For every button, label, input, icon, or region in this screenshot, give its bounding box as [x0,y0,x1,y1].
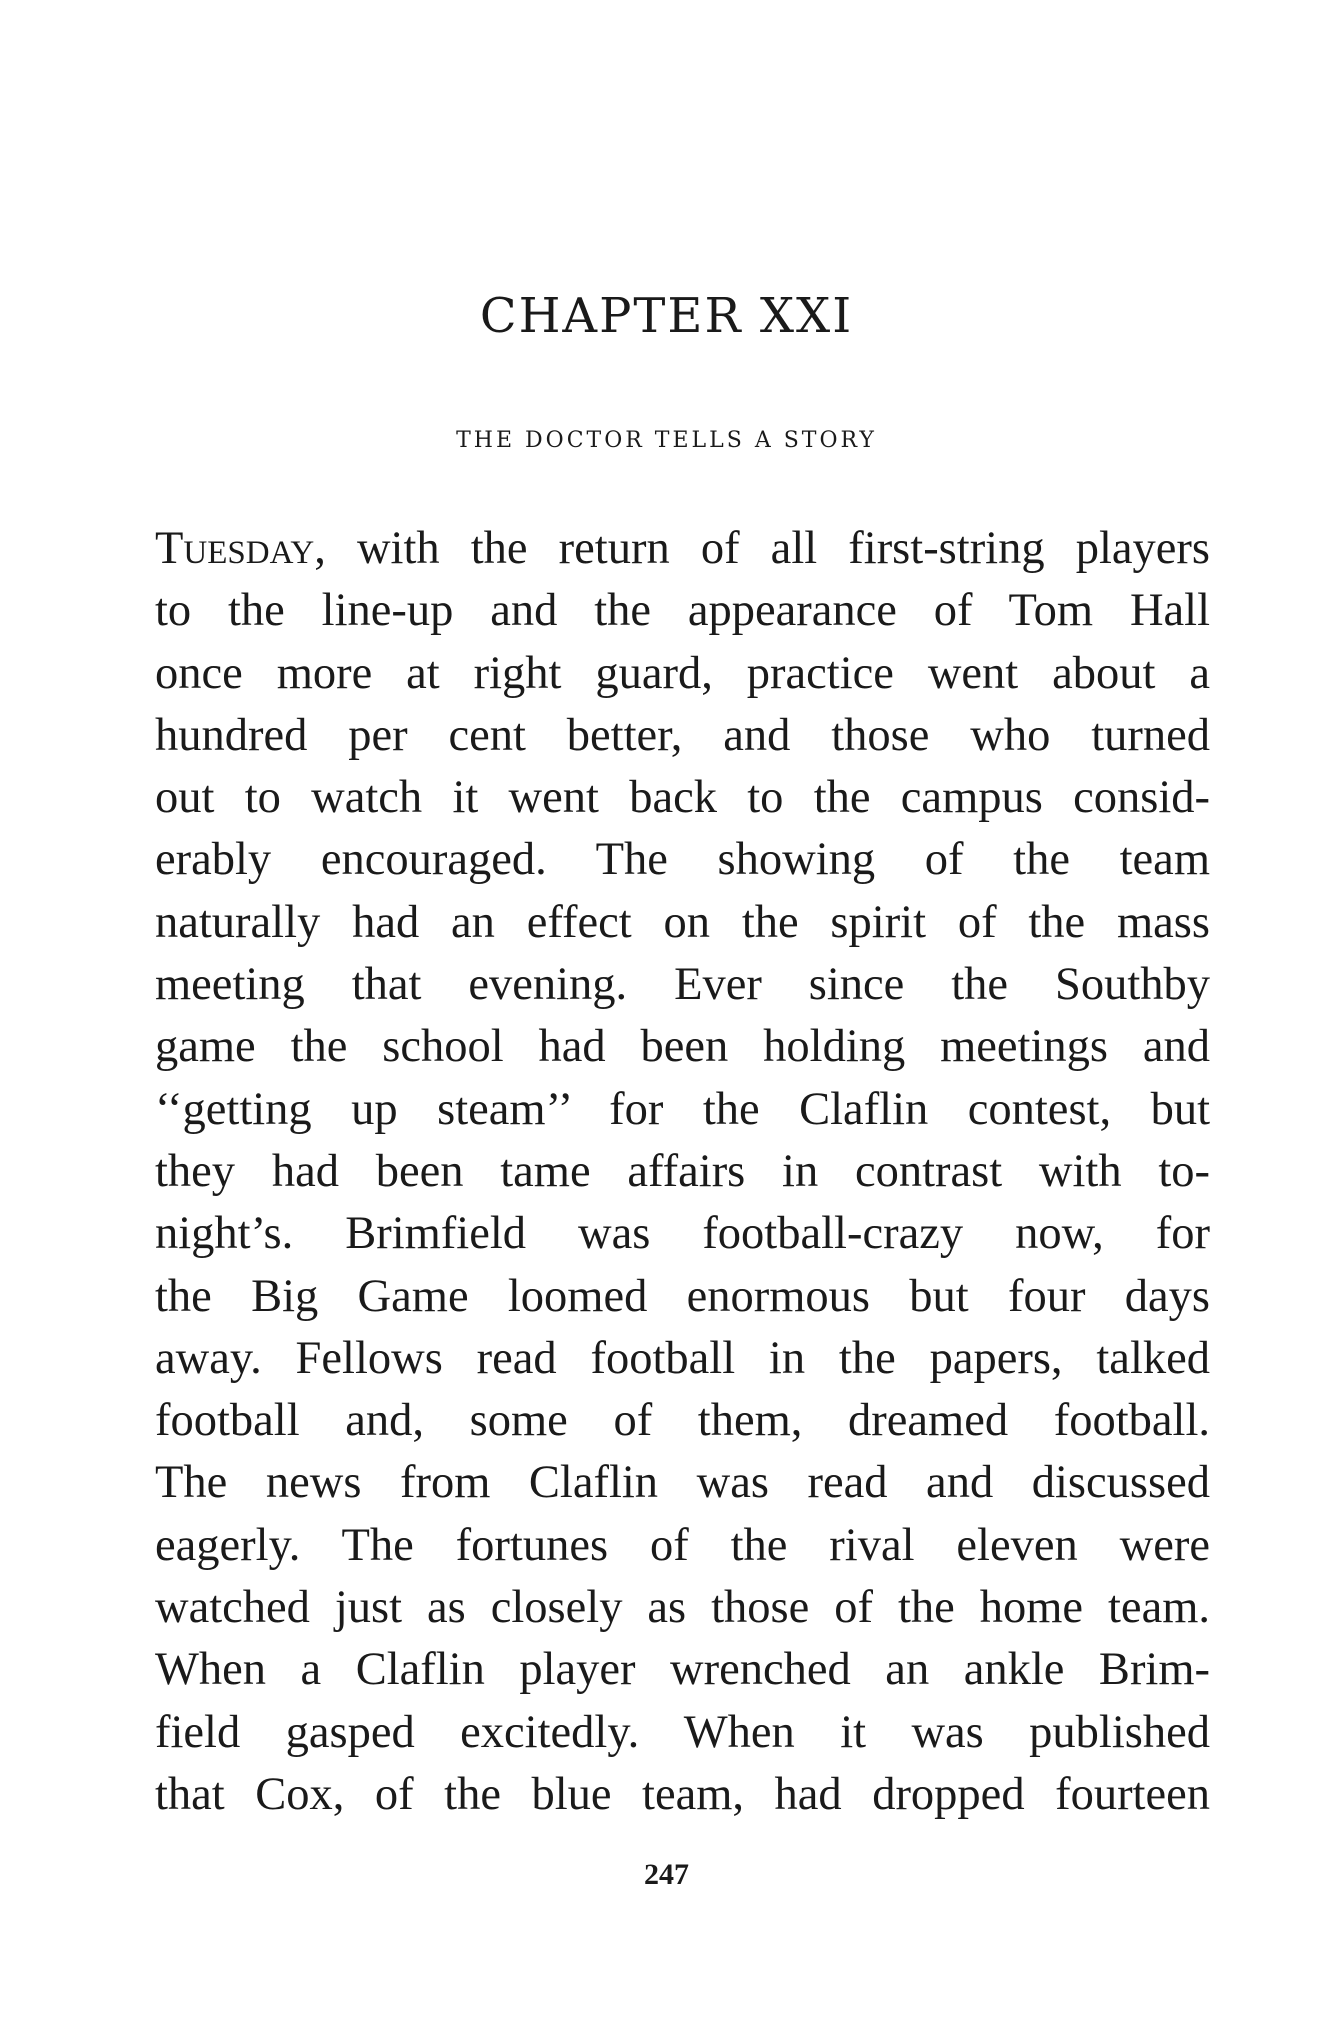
text-line: night’s. Brimfield was football-crazy now, for [155,1208,1210,1260]
text-line: When a Claflin player wrenched an ankle Brim- [155,1644,1210,1696]
text-line: watched just as closely as those of the home team. [155,1582,1210,1634]
text-line: they had been tame affairs in contrast with to- [155,1145,1210,1197]
text-line: out to watch it went back to the campus consid- [155,772,1210,824]
text-line: field gasped excitedly. When it was published [155,1706,1210,1758]
text-line: that Cox, of the blue team, had dropped fourteen [155,1768,1210,1820]
text-line [155,518,1210,580]
first-word: Tuesday [155,523,315,574]
page-number: 247 [644,1858,689,1891]
text-line: ‘‘getting up steam’’ for the Claflin contest, but [155,1083,1210,1135]
text-line: meeting that evening. Ever since the Southby [155,959,1210,1011]
text-line: erably encouraged. The showing of the team [155,834,1210,886]
chapter-subtitle: THE DOCTOR TELLS A STORY [456,428,877,453]
text-line: once more at right guard, practice went about a [155,647,1210,699]
text-line: eagerly. The fortunes of the rival eleven were [155,1519,1210,1571]
text-line: hundred per cent better, and those who turned [155,709,1210,761]
chapter-title: CHAPTER XXI [479,288,854,344]
text-line: away. Fellows read football in the papers, talked [155,1332,1210,1384]
text-line: game the school had been holding meetings and [155,1021,1210,1073]
text-line: naturally had an effect on the spirit of the mass [155,896,1210,948]
text-line: to the line-up and the appearance of Tom Hall [155,585,1210,637]
text-line: the Big Game loomed enormous but four days [155,1270,1210,1322]
text-line-content: , with the return of all first-string players [314,523,1210,574]
text-line: The news from Claflin was read and discussed [155,1457,1210,1509]
body-text [155,518,1210,1826]
text-line: football and, some of them, dreamed football. [155,1395,1210,1447]
